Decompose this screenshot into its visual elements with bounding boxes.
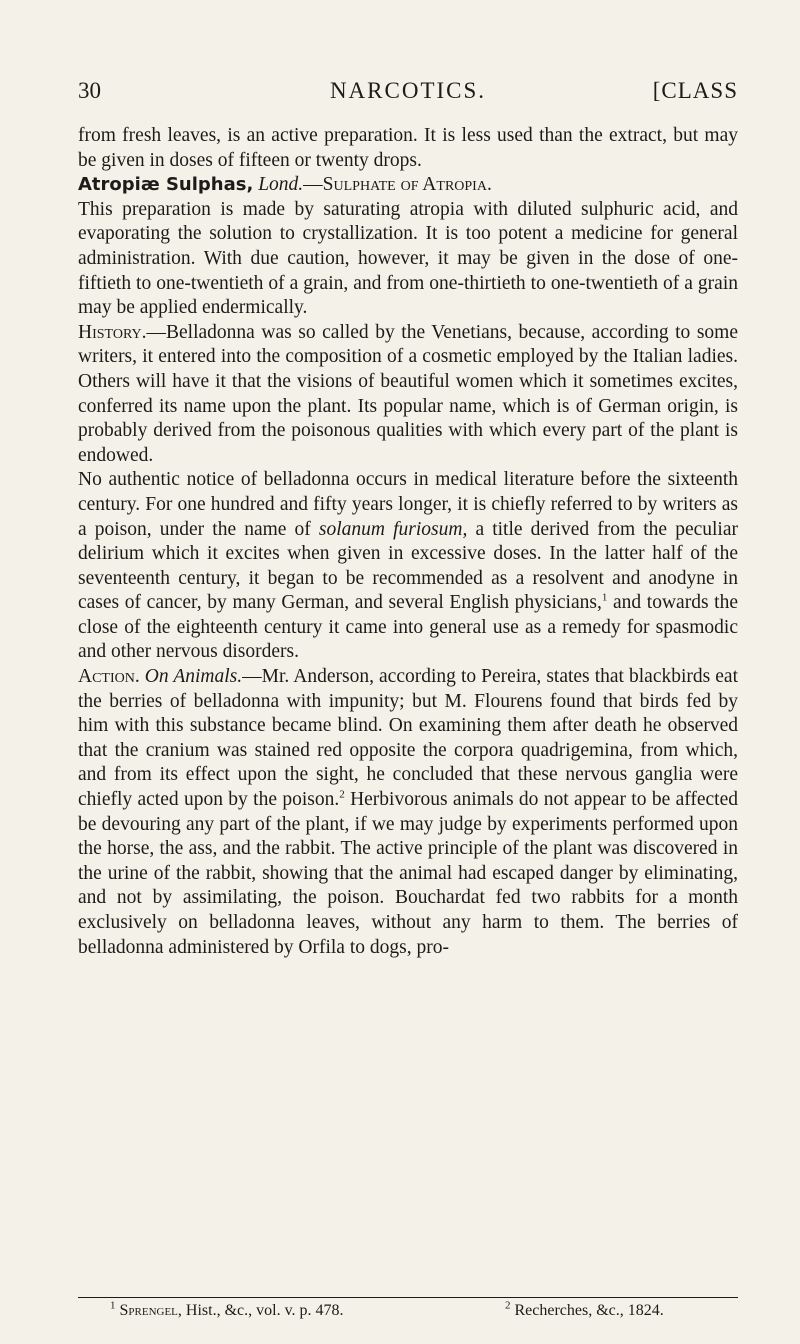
paragraph-5-text-a: No authentic notice of belladonna occurs in medical literature before the sixteenth century. For one hundred and fifty years longer, it is chiefly referred to by writers as a poison, under the name of xyxy=(78,469,738,540)
footnote-2-mark: 2 xyxy=(505,1299,511,1312)
paragraph-5-text-b: a title derived from the peculiar delirium which it excites when given in excessive doses. In the latter half of the seventeenth century, it began to be recommended as a resolvent and anodyne in cases of cancer, by many German, and several English physicians, xyxy=(78,518,738,614)
footnote-ref-2: 2 xyxy=(339,788,345,801)
paragraph-5-italic: solanum furiosum, xyxy=(318,518,468,540)
history-text: —Belladonna was so called by the Venetians, because, according to some writers, it entered into the composition of a cosmetic employed by the Italian ladies. Others will have it that the visions of beautiful women which it sometimes excites, conferred its name upon the plant. Its popular name, which is of German origin, is probably derived from the poisonous qualities with which every part of the plant is endowed. xyxy=(78,321,738,466)
on-animals-label: On Animals. xyxy=(144,666,243,688)
drug-heading-english: —Sulphate of Atropia. xyxy=(303,174,492,196)
pharmacopoeia-source: Lond. xyxy=(258,174,304,196)
running-title: NARCOTICS. xyxy=(329,78,487,103)
footnote-2-text: Recherches, &c., 1824. xyxy=(510,1302,664,1319)
action-label: Action. xyxy=(78,666,140,688)
paragraph-2 xyxy=(78,173,738,198)
footnote-ref-1: 1 xyxy=(601,591,608,604)
footnote-1-author: Sprengel, xyxy=(119,1302,182,1319)
paragraph-6-text-b: Herbivorous animals do not appear to be affected be devouring any part of the plant, if we may judge by experiments performed upon the horse, the ass, and the rabbit. The active principle of the plant was discovered in the urine of the rabbit, showing that the animal had escaped danger by eliminating, and not by assimilating, the poison. Bouchardat fed two rabbits for a month exclusively on belladonna leaves, without any harm to them. The berries of belladonna administered by Orfila to dogs, pro- xyxy=(78,789,738,958)
paragraph-1: from fresh leaves, is an active preparation. It is less used than the extract, but may be given in doses of fifteen or twenty drops. xyxy=(78,125,738,171)
paragraph-3: This preparation is made by saturating atropia with diluted sulphuric acid, and evaporating the solution to crystallization. It is too potent a medicine for general administration. With due caution, however, it may be given in the dose of one-fiftieth to one-twentieth of a grain, and from one-thirtieth to one-twentieth of a grain may be applied endermically. xyxy=(78,198,738,319)
paragraph-5 xyxy=(78,468,738,665)
footnote-1-mark: 1 xyxy=(110,1299,116,1312)
section-marker: [CLASS xyxy=(652,78,738,103)
history-label: History. xyxy=(78,321,147,343)
body-text xyxy=(78,124,738,960)
running-header xyxy=(78,78,738,112)
footnote-rule xyxy=(78,1297,738,1298)
paragraph-6-text-a: —Mr. Anderson, according to Pereira, states that blackbirds eat the berries of belladonna with impunity; but M. Flourens found that birds fed by him with this substance became blind. On examining them after death he observed that the cranium was stained red opposite the corpora quadrigemina, from which, and from its effect upon the sight, he concluded that these nervous ganglia were chiefly acted upon by the poison. xyxy=(78,666,739,811)
footnote-2 xyxy=(505,1299,664,1320)
paragraph-4 xyxy=(78,321,738,469)
paragraph-6 xyxy=(78,665,738,960)
footnote-1 xyxy=(110,1299,344,1320)
paragraph-5-text-c: and towards the close of the eighteenth century it came into general use as a remedy for spasmodic and other nervous disorders. xyxy=(78,592,739,663)
page-number: 30 xyxy=(78,78,101,103)
footnote-1-text: Hist., &c., vol. v. p. 478. xyxy=(181,1302,344,1319)
drug-heading: Atropiæ Sulphas, xyxy=(78,174,254,196)
